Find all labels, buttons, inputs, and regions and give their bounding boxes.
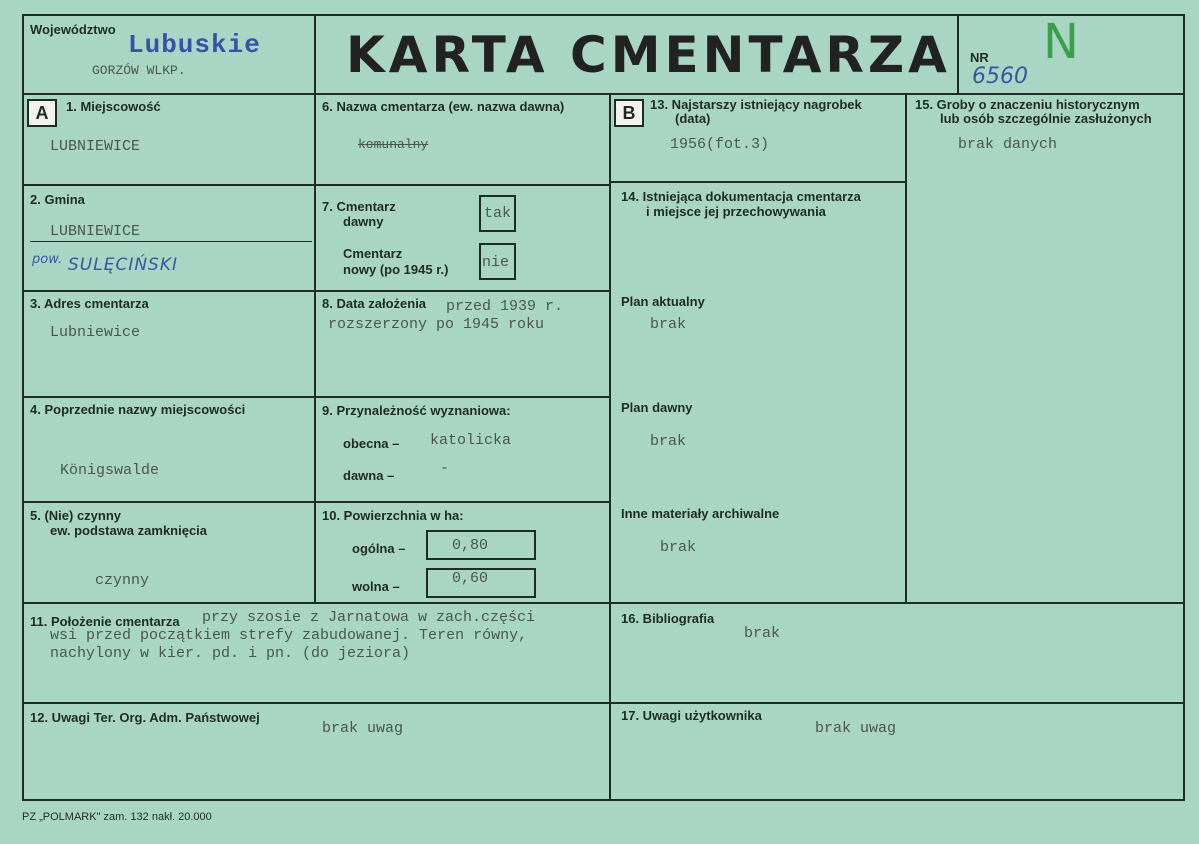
header-divider-right <box>957 14 959 94</box>
field-11-value-line3: nachylony w kier. pd. i pn. (do jeziora) <box>50 645 411 662</box>
voivodeship-label: Województwo <box>30 22 116 37</box>
field-14-label-line1: 14. Istniejąca dokumentacja cmentarza <box>621 189 861 204</box>
field-11-value-line2: wsi przed początkiem strefy zabudowanej. Teren równy, <box>50 627 528 644</box>
field-14-label-line2: i miejsce jej przechowywania <box>646 204 826 219</box>
field-9-obecna-label: obecna – <box>343 436 400 451</box>
row-divider <box>22 184 611 186</box>
row-divider <box>22 702 1185 704</box>
field-4-value: Königswalde <box>60 462 160 479</box>
field-13-label-line2: (data) <box>675 111 711 126</box>
field-11-label: 11. Położenie cmentarza <box>30 614 180 629</box>
field-2-value: LUBNIEWICE <box>50 223 141 240</box>
field-5-label-line1: 5. (Nie) czynny <box>30 508 122 523</box>
header-divider-left <box>314 14 316 94</box>
voivodeship-stamp: Lubuskie <box>128 30 261 60</box>
field-3-value: Lubniewice <box>50 324 141 341</box>
plan-aktualny-label: Plan aktualny <box>621 294 705 309</box>
field-17-label: 17. Uwagi użytkownika <box>621 708 762 723</box>
field-12-label: 12. Uwagi Ter. Org. Adm. Państwowej <box>30 710 260 725</box>
row-divider <box>22 602 1185 604</box>
plan-aktualny-value: brak <box>650 316 687 333</box>
printer-footer: PZ „POLMARK" zam. 132 nakł. 20.000 <box>22 811 212 823</box>
field-16-label: 16. Bibliografia <box>621 611 715 626</box>
field-9-dawna-label: dawna – <box>343 468 395 483</box>
field-9-obecna-value: katolicka <box>430 432 512 449</box>
field-1-value: LUBNIEWICE <box>50 138 141 155</box>
field-7-nowy-label-2: nowy (po 1945 r.) <box>343 262 449 277</box>
field-17-value: brak uwag <box>815 720 897 737</box>
nr-label: NR <box>970 50 989 65</box>
row-divider <box>22 290 611 292</box>
field-1-label: 1. Miejscowość <box>66 99 161 114</box>
field-10-label: 10. Powierzchnia w ha: <box>322 508 464 523</box>
field-2-pow-value: SULĘCIŃSKI <box>68 255 178 275</box>
field-12-value: brak uwag <box>322 720 404 737</box>
field-5-value: czynny <box>95 572 150 589</box>
field-7-dawny-label-2: dawny <box>343 214 384 229</box>
voivodeship-typed: GORZÓW WLKP. <box>92 63 186 78</box>
nr-mark: N <box>1043 14 1079 70</box>
field-7-dawny-value: tak <box>484 205 512 222</box>
field-15-label-line2: lub osób szczególnie zasłużonych <box>940 111 1152 126</box>
header-divider <box>22 93 1185 95</box>
section-a-badge: A <box>27 99 57 127</box>
field-7-nowy-label-1: Cmentarz <box>343 246 403 261</box>
col-divider-3 <box>905 93 907 603</box>
inne-materialy-value: brak <box>660 539 697 556</box>
field-13-label-line1: 13. Najstarszy istniejący nagrobek <box>650 97 862 112</box>
field-10-ogolna-label: ogólna – <box>352 541 406 556</box>
field-3-label: 3. Adres cmentarza <box>30 296 149 311</box>
field-8-value-line1: przed 1939 r. <box>446 298 564 315</box>
card-title: KARTA CMENTARZA <box>346 26 951 84</box>
nr-value: 6560 <box>972 64 1028 89</box>
field-8-value-line2: rozszerzony po 1945 roku <box>328 316 545 333</box>
field-15-value: brak danych <box>958 136 1058 153</box>
field-6-label: 6. Nazwa cmentarza (ew. nazwa dawna) <box>322 99 565 114</box>
field-10-wolna-value: 0,60 <box>452 570 489 587</box>
col-divider-2 <box>609 93 611 801</box>
row-divider <box>22 501 611 503</box>
field-10-ogolna-value: 0,80 <box>452 537 489 554</box>
section-b-badge: B <box>614 99 644 127</box>
field-2-label: 2. Gmina <box>30 192 85 207</box>
row-divider <box>22 396 611 398</box>
inne-materialy-label: Inne materiały archiwalne <box>621 506 780 521</box>
field-13-value: 1956(fot.3) <box>670 136 770 153</box>
field-6-value: komunalny <box>358 137 429 152</box>
plan-dawny-label: Plan dawny <box>621 400 693 415</box>
field-8-label: 8. Data założenia <box>322 296 427 311</box>
field-5-label-line2: ew. podstawa zamknięcia <box>50 523 208 538</box>
field-2-underline <box>30 241 312 242</box>
field-4-label: 4. Poprzednie nazwy miejscowości <box>30 402 246 417</box>
field-15-label-line1: 15. Groby o znaczeniu historycznym <box>915 97 1140 112</box>
field-7-nowy-value: nie <box>482 254 510 271</box>
field-16-value: brak <box>744 625 781 642</box>
field-9-label: 9. Przynależność wyznaniowa: <box>322 403 511 418</box>
field-9-dawna-value: - <box>440 460 450 477</box>
plan-dawny-value: brak <box>650 433 687 450</box>
field-7-dawny-label-1: 7. Cmentarz <box>322 199 396 214</box>
field-2-pow-prefix: pow. <box>32 252 63 267</box>
col-divider-1 <box>314 93 316 603</box>
field-10-wolna-label: wolna – <box>352 579 400 594</box>
field-11-value-line1: przy szosie z Jarnatowa w zach.części <box>202 609 536 626</box>
row-divider <box>609 181 907 183</box>
